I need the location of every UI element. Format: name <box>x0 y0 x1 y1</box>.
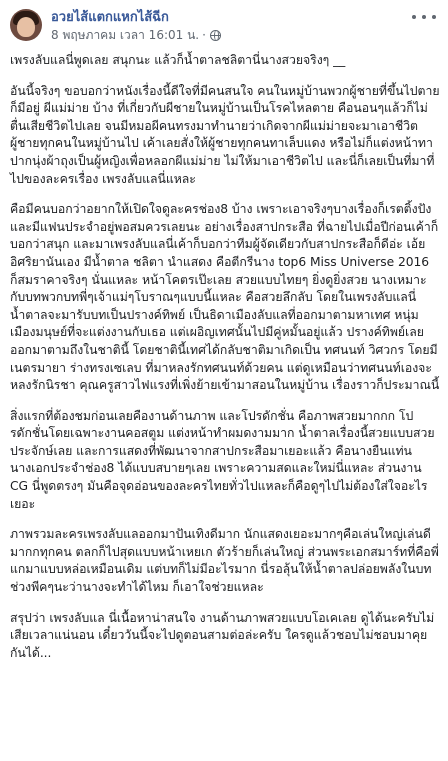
timestamp-row <box>51 27 438 43</box>
post-paragraph-5: ภาพรวมละครเพรงลับแลออกมาปันเทิงดีมาก นักแสดงเยอะมากๆคือเล่นใหญ่เล่นดีมากกทุกคน ตลกก็ไปสุดแบบหน้าเหยเก ตัวร้ายก็เล่นใหญ่ ส่วนพระเอกสมาร์ทที่คือพี่แกมาแบบหล่อเหมือนเดิม แต่บทก็ไม่มีอะไรมาก นี่รอลุ้นให้น้ำตาลปล่อยพลังในบทช่วงพีคๆนะว่านางจะทำได้ไหม ก็เอาใจช่วยแหละ <box>10 527 439 595</box>
more-options-icon-dot <box>432 15 436 19</box>
post-content <box>0 52 448 662</box>
author-name[interactable]: อวยไส้แตกแหกไส้ฉีก <box>51 10 169 25</box>
more-options-button[interactable] <box>412 10 436 24</box>
more-options-icon-dot <box>412 15 416 19</box>
post-paragraph-2: อันนี้จริงๆ ขอบอกว่าหนังเรื่องนี้ดีใจที่มีคนสนใจ คนในหมู่บ้านพวกผู้ชายที่ขึ้นไปตายก็มีอยู่ ผีแม่ม่าย บ้าง ที่เกี่ยวกับผีชายในหมู่บ้านเป็นโรคไหลตาย คือนอนๆแล้วก็ไม่ตื่นเสียชีวิตไปเลย จนมีหมอผีคนทรงมาทำนายว่าเกิดจากผีแม่ม่ายจะมาเอาชีวิตผู้ชายทุกคนในหมู่บ้านไป เค้าเลยสั่งให้ผู้ชายทุกคนทาเล็บแดง หรือไม่ก็แต่งหน้าทาปากนุ่งผ้าถุงเป็นผู้หญิงเพื่อหลอกผีแม่ม่าย ไม่ให้มาเอาชีวิตไป และนี่ก็เลยเป็นที่มาที่ไปของละครเรื่อง เพรงลับแลนี่แหละ <box>10 83 440 186</box>
post-paragraph-1: เพรงลับแลนี่พูดเลย สนุกนะ แล้วก็น้ำตาลชลิตานี่นางสวยจริงๆ __ <box>10 53 346 67</box>
post-meta <box>51 6 438 43</box>
post-paragraph-6: สรุปว่า เพรงลับแล นี่เนื้อหาน่าสนใจ งานด้านภาพสวยแบบโอเคเลย ดูได้นะครับไม่เสียเวลาแน่นอน เดี๋ยววันนี้จะไปดูตอนสามต่อล่ะครับ ใครดูแล้วชอบไม่ชอบมาคุยกันได้... <box>10 610 435 660</box>
globe-icon[interactable] <box>210 30 221 41</box>
post-header <box>0 0 448 52</box>
separator: · <box>202 28 206 42</box>
post-timestamp[interactable]: 8 พฤษภาคม เวลา 16:01 น. <box>51 28 200 42</box>
avatar-face <box>17 17 35 37</box>
more-options-icon-dot <box>422 15 426 19</box>
post-paragraph-4: สิ่งแรกที่ต้องชมก่อนเลยคืองานด้านภาพ และโปรดักชั่น คือภาพสวยมากกก โปรดักชั่นโดยเฉพาะงานคอสตูม แต่งหน้าทำผมดงามมาก น้ำตาลเรื่องนี้สวยแบบสวยประจักษ์เลย และการแสดงที่พัฒนาจากสาปกระสือมาเยอะแล้ว คือนางยืนแท่นนางเอกประจำช่อง8 ได้แบบสบายๆเลย เพราะความสดและใหม่นี่แหละ ส่วนงาน CG นี่พูดตรงๆ มันคือจุดอ่อนของละครไทยทั่วไปแหละก็คือดูๆไปไม่ต้องใส่ใจอะไรเยอะ <box>10 408 435 511</box>
post-paragraph-3: คือมีคนบอกว่าอยากให้เปิดใจดูละครช่อง8 บ้าง เพราะเอาจริงๆบางเรื่องก็เรตติ้งปัง และมีแฟนประจำอยู่พอสมควรเลยนะ อย่างเรื่องสาปกระสือ ที่ฉายไปเมื่อปีก่อนเค้าก็บอกว่าสนุก และมาเพรงลับแลนี่เค้าก็บอกว่าทีมผู้จัดเดียวกับสาปกระสือก็ดีอ่ะ เอ้ย อิศริยานันเอง มีน้ำตาล ชลิตา นำแสดง คือตีกรีนาง top6 Miss Universe 2016 ก็สมราคาจริงๆ นั่นแหละ หน้าโคตรเป๊ะเลย สวยแบบไทยๆ ยิ่งดูยิ่งสวย นางเหมาะกับบทพวกบทพี่ๆเจ้าแม่ๆโบราณๆแบบนี้แหละ คือสวยลึกลับ โดยในเพรงลับแลนี่ น้ำตาลจะมารับบทเป็นปรางค์ทิพย์ เป็นธิดาเมืองลับแลที่ออกมาตามหาเทศ หนุ่มเมืองมนุษย์ที่จะแต่งงานกับเธอ แต่เผอิญเทศนั้นไปมีคู่หมั้นอยู่แล้ว ปรางค์ทิพย์เลยออกมาตามถึงในชาตินี้ โดยชาตินี้เทศได้กลับชาติมาเกิดเป็น ทศนนท์ วิศวกร โดยมี เนตรมายา ร่างทรงเซเลบ ที่มาหลงรักทศนนท์ด้วยคน แต่ดูเหมือนว่าทศนนท์เองจะหลงรักนิรชา คุณครูสาวไฟแรงที่เพิ่งย้ายเข้ามาสอนในหมู่บ้าน เรื่องราวก็ประมาณนี้ <box>10 202 440 393</box>
avatar[interactable] <box>10 9 42 41</box>
